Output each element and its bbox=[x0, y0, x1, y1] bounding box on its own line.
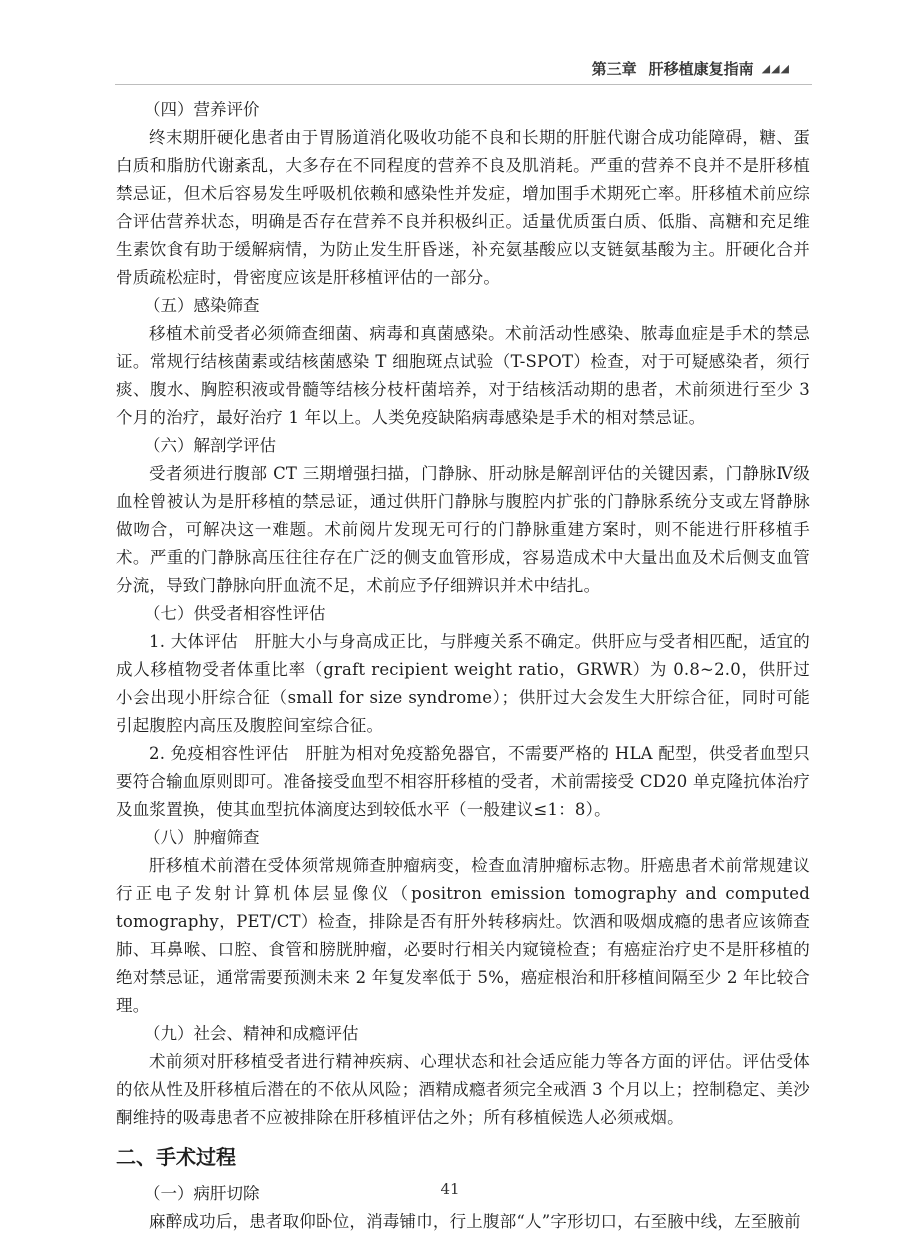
page-number: 41 bbox=[440, 1180, 460, 1198]
liver-resection-paragraph: 麻醉成功后，患者取仰卧位，消毒铺巾，行上腹部“人”字形切口，右至腋中线，左至腋前 bbox=[149, 1212, 801, 1231]
chapter-title: 肝移植康复指南 bbox=[648, 60, 754, 78]
header-divider bbox=[115, 84, 812, 85]
section-heading-liver-resection: （一）病肝切除 bbox=[144, 1184, 260, 1203]
infection-paragraph: 移植术前受者必须筛查细菌、病毒和真菌感染。术前活动性感染、脓毒血症是手术的禁忌证。常规行结核菌素或结核菌感染 T 细胞斑点试验（T-SPOT）检查，对于可疑感染者，须行痰、腹水、胸腔积液或骨髓等结核分枝杆菌培养，对于结核活动期的患者，术前须进行至少 3 个月的治疗，最好治疗 1 年以上。人类免疫缺陷病毒感染是手术的相对禁忌证。 bbox=[116, 324, 810, 427]
header-arrows-icon: ◢◢◢ bbox=[761, 62, 790, 75]
running-header bbox=[592, 58, 790, 79]
compatibility-paragraph-gross: 1. 大体评估 肝脏大小与身高成正比，与胖瘦关系不确定。供肝应与受者相匹配，适宜的成人移植物受者体重比率（graft recipient weight ratio，GRWR）为 0.8~2.0，供肝过小会出现小肝综合征（small for size syndrome）；供肝过大会发生大肝综合征，同时可能引起腹腔内高压及腹腔间室综合征。 bbox=[116, 632, 810, 735]
social-paragraph: 术前须对肝移植受者进行精神疾病、心理状态和社会适应能力等各方面的评估。评估受体的依从性及肝移植后潜在的不依从风险；酒精成瘾者须完全戒酒 3 个月以上；控制稳定、美沙酮维持的吸毒患者不应被排除在肝移植评估之外；所有移植候选人必须戒烟。 bbox=[116, 1052, 810, 1127]
section-heading-social: （九）社会、精神和成瘾评估 bbox=[144, 1024, 359, 1043]
chapter-label: 第三章 bbox=[591, 60, 637, 78]
tumor-paragraph: 肝移植术前潜在受体须常规筛查肿瘤病变，检查血清肿瘤标志物。肝癌患者术前常规建议行正电子发射计算机体层显像仪（positron emission tomography and computed tomography，PET/CT）检查，排除是否有肝外转移病灶。饮酒和吸烟成瘾的患者应该筛查肺、耳鼻喉、口腔、食管和膀胱肿瘤，必要时行相关内窥镜检查；有癌症治疗史不是肝移植的绝对禁忌证，通常需要预测未来 2 年复发率低于 5%，癌症根治和肝移植间隔至少 2 年比较合理。 bbox=[116, 856, 810, 1015]
section-heading-nutrition: （四）营养评价 bbox=[144, 100, 260, 119]
section-heading-infection: （五）感染筛查 bbox=[144, 296, 260, 315]
compatibility-paragraph-immune: 2. 免疫相容性评估 肝脏为相对免疫豁免器官，不需要严格的 HLA 配型，供受者血型只要符合输血原则即可。准备接受血型不相容肝移植的受者，术前需接受 CD20 单克隆抗体治疗及血浆置换，使其血型抗体滴度达到较低水平（一般建议≤1：8）。 bbox=[116, 744, 810, 819]
anatomy-paragraph: 受者须进行腹部 CT 三期增强扫描，门静脉、肝动脉是解剖评估的关键因素，门静脉Ⅳ级血栓曾被认为是肝移植的禁忌证，通过供肝门静脉与腹腔内扩张的门静脉系统分支或左肾静脉做吻合，可解决这一难题。术前阅片发现无可行的门静脉重建方案时，则不能进行肝移植手术。严重的门静脉高压往往存在广泛的侧支血管形成，容易造成术中大量出血及术后侧支血管分流，导致门静脉向肝血流不足，术前应予仔细辨识并术中结扎。 bbox=[116, 464, 810, 595]
section-heading-compatibility: （七）供受者相容性评估 bbox=[144, 604, 326, 623]
chapter-section-heading-surgery: 二、手术过程 bbox=[116, 1145, 236, 1169]
section-heading-tumor: （八）肿瘤筛查 bbox=[144, 828, 260, 847]
section-heading-anatomy: （六）解剖学评估 bbox=[144, 436, 276, 455]
nutrition-paragraph: 终末期肝硬化患者由于胃肠道消化吸收功能不良和长期的肝脏代谢合成功能障碍，糖、蛋白质和脂肪代谢紊乱，大多存在不同程度的营养不良及肌消耗。严重的营养不良并不是肝移植禁忌证，但术后容易发生呼吸机依赖和感染性并发症，增加围手术期死亡率。肝移植术前应综合评估营养状态，明确是否存在营养不良并积极纠正。适量优质蛋白质、低脂、高糖和充足维生素饮食有助于缓解病情，为防止发生肝昏迷，补充氨基酸应以支链氨基酸为主。肝硬化合并骨质疏松症时，骨密度应该是肝移植评估的一部分。 bbox=[116, 128, 810, 287]
main-content bbox=[116, 96, 810, 1236]
